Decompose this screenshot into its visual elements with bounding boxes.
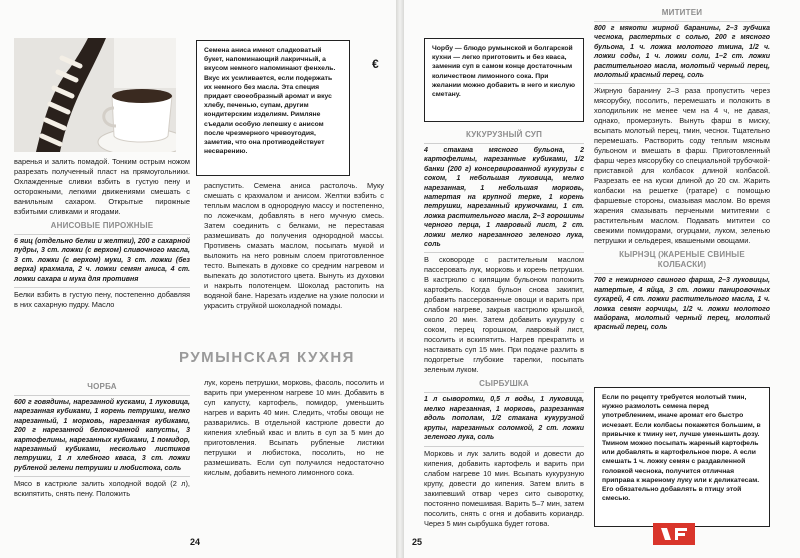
- mititei-ingredients: 800 г мякоти жирной баранины, 2–3 зубчика чеснока, растертых с солью, 200 г мясного бульона, 1 ч. ложка молотого тмина, 1/2 ч. ложки соды, 1 ч. ложки соли, 1–2 ст. ложки растительного масла, молотый черный перец, молотый красный перец, соль: [594, 25, 770, 80]
- book-gutter: [396, 0, 404, 558]
- chorba-heading: ЧОРБА: [87, 382, 117, 391]
- left-page: [0, 0, 396, 558]
- divider: [594, 83, 770, 84]
- kyrnats-ingredients: 700 г нежирного свиного фарша, 2–3 луковицы, натертые, 4 яйца, 3 ст. ложки панировочных сухарей, 4 ст. ложки растительного масла, 1 ч. ложка семян горчицы, 1/2 ч. ложки молотого майорана, молотый черный перец, молотый красный перец, соль: [594, 277, 770, 332]
- chorba-method: Мясо в кастрюле залить холодной водой (2 л), вскипятить, снять пену. Положить: [14, 479, 190, 499]
- syrbushka-ingredients: 1 л сыворотки, 0,5 л воды, 1 луковица, мелко нарезанная, 1 морковь, разрезанная вдоль пополам, 1/2 стакана кукурузной крупы, нарезанных соломкой, 2 ст. ложки зеленого лука, соль: [424, 396, 584, 442]
- section-title: РУМЫНСКАЯ КУХНЯ: [179, 349, 355, 366]
- cumin-tip-box: [594, 387, 770, 527]
- left-column-4: [204, 378, 384, 481]
- cumin-tip-text: Если по рецепту требуется молотый тмин, нужно размолоть семена перед употреблением, иначе аромат его быстро исчезает. Если колбасы покажется большим, в привычке к тмину нет, лучше уменьшить дозу. Тмином можно посыпать жареный картофель или добавлять в картофельное пюре. А если смешать 1 ч. ложку семян с раздавленной головкой чеснока, получится отличная приправа к жареному луку или к деликатесам. Его обязательно добавлять в птицу этой смесью.: [602, 394, 761, 503]
- syrbushka-method: Морковь и лук залить водой и довести до кипения, добавить картофель и варить при слабом нагреве 10 мин. Всыпать кукурузную крупу, довести до кипения. Затем влить в закипевший отвар через сито сыворотку, постоянно помешивая. Варить 5–7 мин, затем посолить, снять с огня и добавить кориандр. Через 5 мин сырбушка будет готова.: [424, 448, 584, 528]
- food-photo: [14, 38, 176, 152]
- chorba-method-cont: лук, корень петрушки, морковь, фасоль, посолить и варить при умеренном нагреве 10 мин. Добавить в суп капусту, картофель, помидор, уменьшить нагрев и варить 40 мин. Следить, чтобы овощи не разварились. В отдельной кастрюле довести до кипения хлебный квас и влить в суп за 5 мин до приготовления. Всыпать рубленые листики петрушки и любистока, посолить, но не размешивать. Если суп получился недостаточно кислым, добавить немного лимонного сока.: [204, 378, 384, 477]
- divider: [14, 395, 190, 396]
- pastry-teacup-image: [14, 38, 176, 152]
- divider: [424, 392, 584, 393]
- chorba-tip-text: Чорбу — блюдо румынской и болгарской кухни — легко приготовить и без кваса, заменив суп в самом конце достаточным количеством лимонного сока. При желании можно добавить в него и кислую сметану.: [432, 45, 576, 99]
- euro-icon: €: [372, 57, 379, 71]
- left-column-3: [14, 378, 190, 502]
- divider: [594, 273, 770, 274]
- divider: [14, 234, 190, 235]
- corn-soup-ingredients: 4 стакана мясного бульона, 2 картофелины, нарезанные кубиками, 1/2 банки (200 г) консервированной кукурузы с соком, 1 небольшая луковица, мелко нарезанная, 1 небольшая морковь, натертая на крупной терке, 1 корень петрушки, нарезанный кружочками, 1 ст. ложка растительного масла, 2–3 горошины черного перца, 1 лавровый лист, 2 ст. ложки мелко нарезанного зеленого лука, соль: [424, 147, 584, 249]
- corn-soup-heading: КУКУРУЗНЫЙ СУП: [465, 130, 543, 139]
- anise-pastry-method-cont: распустить. Семена аниса растолочь. Муку смешать с крахмалом и анисом. Желтки взбить с теплым маслом в однородную массу и постепенно, по ложечкам, добавлять в него мучную смесь. Затем соединить с белками, не переставая размешивать до получения однородной массы. Противень смазать маслом, посыпать мукой и выложить на него ровным слоем приготовленное тесто. Выпекать в духовке со средним нагревом и выпекать до золотистого цвета. Вынуть из духовки и накрыть полотенцем. Шоколад растопить на водяной бане. Нарезать изделие на узкие полоски и украсить струйкой шоколадной помады.: [204, 181, 384, 310]
- kyrnats-heading: КЫРНЭЦ (ЖАРЕНЫЕ СВИНЫЕ КОЛБАСКИ): [619, 250, 745, 270]
- right-column-2: [594, 4, 770, 336]
- anise-pastry-heading: АНИСОВЫЕ ПИРОЖНЫЕ: [50, 221, 154, 230]
- corn-soup-method: В сковороде с растительным маслом пассеровать лук, морковь и корень петрушки. В кастрюлю с кипящим бульоном положить картофель. Когда бульон снова закипит, добавить пассерованные овощи и варить при слабом нагреве, закрыв кастрюлю крышкой, около 20 мин. Затем добавить кукурузу с соком, перец горошком, лавровый лист, посолить и вскипятить. Нагрев прекратить и настаивать суп 15 мин. При подаче разлить в подогретые глубокие тарелки, посыпать зеленым луком.: [424, 255, 584, 375]
- mititei-heading: МИТИТЕИ: [661, 8, 703, 17]
- mititei-method: Жирную баранину 2–3 раза пропустить через мясорубку, посолить, перемешать и положить в холодильник не менее чем на 4 ч, не давая, однако, промерзнуть. Вынуть фарш в миску, всыпать молотый перец, тмин, чеснок. Тщательно перемешать. Растворить соду теплым мясным бульоном и вмешать в фарш. Приготовленный фарш через мясорубку со специальной трубочкой-приставкой для колбасок длиной колбасой. Разрезать ее на куски длиной до 20 см. Жарить колбаски на решетке (гратаре) с помощью фаршевые стороны, смазывая маслом. Во время жарения смазывать перчеными мититеями с растительным маслом. Подавать мититеи со свежими помидорами, огурцами, луком, зеленью петрушки и сельдерея, квашеными овощами.: [594, 86, 770, 246]
- anise-info-text: Семена аниса имеют сладковатый букет, напоминающий лакричный, а вкусом немного напоминают фенхель. Вкус их усиливается, если подержать их немного без масла. Эта специя придает своеобразный аромат и вкус хлебу, печенью, супам, другим кондитерским изделиям. Римляне съедали особую лепешку с анисом после чрезмерного чревоугодия, заметив, что она противодействует несварению.: [204, 47, 336, 156]
- divider: [14, 287, 190, 288]
- logo-glyph-icon: [653, 523, 695, 545]
- divider: [424, 446, 584, 447]
- divider: [424, 143, 584, 144]
- divider: [594, 21, 770, 22]
- publisher-logo-icon: [653, 523, 695, 545]
- left-column-2: [204, 181, 384, 314]
- chorba-tip-box: [424, 38, 584, 122]
- page-number-right: 25: [412, 537, 423, 547]
- right-column-1: [424, 126, 584, 532]
- syrbushka-heading: СЫРБУШКА: [479, 379, 529, 389]
- anise-info-box: [196, 40, 350, 176]
- anise-pastry-method: Белки взбить в густую пену, постепенно добавляя в них сахарную пудру. Масло: [14, 290, 190, 310]
- anise-pastry-ingredients: 6 яиц (отдельно белки и желтки), 200 г сахарной пудры, 3 ст. ложки (с верхом) сливочного масла, 3 ст. ложки (с верхом) муки, 3 ст. ложки (без верха) крахмала, 2 ч. ложки семян аниса, 4 ст. ложки сахара и мука для противня: [14, 238, 190, 283]
- chorba-ingredients: 600 г говядины, нарезанной кусками, 1 луковица, нарезанная кубиками, 1 корень петрушки, мелко нарезанный, 1 морковь, нарезанная кубиками, 200 г нарезанной белокочанной капусты, 3 картофелины, нарезанных кубиками, 1 помидор, нарезанный кубиками, несколько листиков петрушки, 1 л хлебного кваса, 3 ст. ложки рубленой зелени петрушки и любистока, соль: [14, 399, 190, 472]
- page-number-left: 24: [190, 537, 201, 547]
- left-column-1: [14, 157, 190, 313]
- divider: [424, 252, 584, 253]
- cream-pastry-text: варенья и залить помадой. Тонким острым ножом разрезать полученный пласт на прямоугольники. Охлажденные сливки взбить в густую пену и осторожными, легкими движениями смешать с ванильным сахаром. Открытые пирожные взбитыми сливками и ягодами.: [14, 157, 190, 216]
- divider: [14, 476, 190, 477]
- right-page: [404, 0, 800, 558]
